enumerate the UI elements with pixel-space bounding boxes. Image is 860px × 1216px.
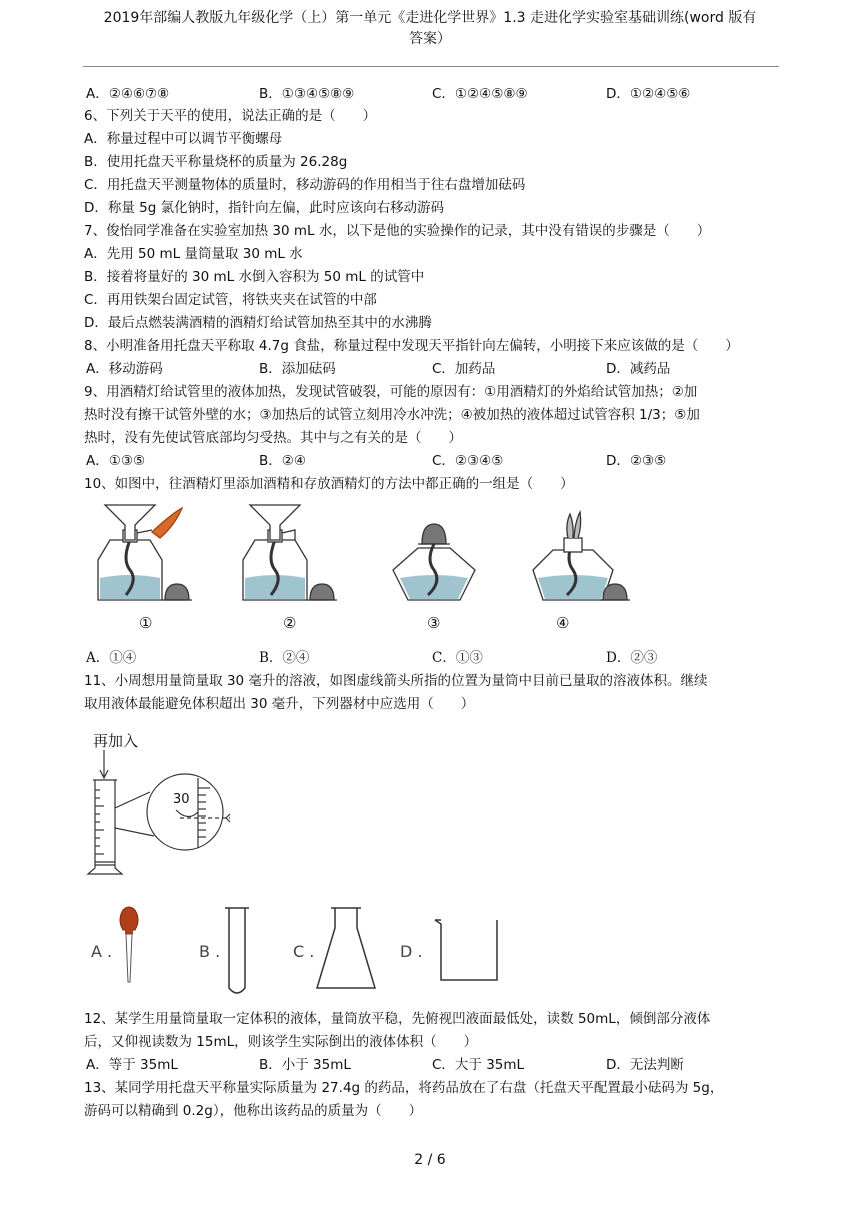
alcohol-lamp-scene-2 <box>243 505 337 600</box>
q7-option-d: D．最后点燃装满酒精的酒精灯给试管加热至其中的水沸腾 <box>84 315 432 331</box>
q10-option-a: A．①④ <box>86 650 137 666</box>
q7-stem: 7、俊怡同学准备在实验室加热 30 mL 水，以下是他的实验操作的记录，其中没有错误的步骤是（ ） <box>84 223 711 239</box>
q9-line1: 9、用酒精灯给试管里的液体加热，发现试管破裂，可能的原因有：①用酒精灯的外焰给试管加热；②加 <box>84 384 698 400</box>
q11-scale-mark-30: 30 <box>173 792 190 807</box>
q8-stem: 8、小明准备用托盘天平称取 4.7g 食盐，称量过程中发现天平指针向左偏转，小明接下来应该做的是（ ） <box>84 338 739 354</box>
q5-option-d: D．①②④⑤⑥ <box>606 86 691 102</box>
alcohol-lamp-scene-1 <box>98 505 192 600</box>
q8-option-b: B．添加砝码 <box>259 361 336 377</box>
q12-line1: 12、某学生用量筒量取一定体积的液体，量筒放平稳，先俯视凹液面最低处，读数 50mL，倾倒部分液体 <box>84 1011 711 1027</box>
q9-option-d: D．②③⑤ <box>606 453 667 469</box>
q6-option-c: C．用托盘天平测量物体的质量时，移动游码的作用相当于往右盘增加砝码 <box>84 177 526 193</box>
q8-option-d: D．减药品 <box>606 361 671 377</box>
q10-option-c: C．①③ <box>432 650 483 666</box>
header-divider <box>83 66 779 67</box>
q12-option-b: B．小于 35mL <box>259 1057 351 1073</box>
q11-option-d: D . <box>400 942 423 961</box>
q13-line1: 13、某同学用托盘天平称量实际质量为 27.4g 的药品，将药品放在了右盘（托盘天平配置最小砝码为 5g， <box>84 1080 724 1096</box>
q9-line2: 热时没有擦干试管外壁的水；③加热后的试管立刻用冷水冲洗；④被加热的液体超过试管容积 1/3；⑤加 <box>84 407 700 423</box>
q9-option-b: B．②④ <box>259 453 306 469</box>
q7-option-a: A．先用 50 mL 量筒量取 30 mL 水 <box>84 246 303 262</box>
q11-line1: 11、小周想用量筒量取 30 毫升的溶液，如图虚线箭头所指的位置为量筒中目前已量取的溶液体积。继续 <box>84 673 708 689</box>
header-title-line2: 答案） <box>409 31 451 47</box>
q10-option-b: B．②④ <box>259 650 310 666</box>
q12-option-d: D．无法判断 <box>606 1057 684 1073</box>
q6-option-a: A．称量过程中可以调节平衡螺母 <box>84 131 283 147</box>
q11-line2: 取用液体最能避免体积超出 30 毫升，下列器材中应选用（ ） <box>84 696 475 712</box>
q11-option-c: C . <box>293 942 315 961</box>
q10-option-d: D．②③ <box>606 650 658 666</box>
alcohol-lamp-scene-4 <box>533 512 630 600</box>
alcohol-lamp-scene-3 <box>393 524 475 600</box>
q13-line2: 游码可以精确到 0.2g），他称出该药品的质量为（ ） <box>84 1103 423 1119</box>
q8-option-a: A．移动游码 <box>86 361 163 377</box>
q10-stem: 10、如图中，往酒精灯里添加酒精和存放酒精灯的方法中都正确的一组是（ ） <box>84 476 574 492</box>
q6-stem: 6、下列关于天平的使用，说法正确的是（ ） <box>84 108 377 124</box>
q12-option-a: A．等于 35mL <box>86 1057 178 1073</box>
q10-figure-label-2: ② <box>283 614 297 632</box>
q11-option-b: B . <box>199 942 221 961</box>
test-tube-icon <box>225 908 249 993</box>
q7-option-c: C．再用铁架台固定试管，将铁夹夹在试管的中部 <box>84 292 377 308</box>
q9-option-a: A．①③⑤ <box>86 453 146 469</box>
q9-option-c: C．②③④⑤ <box>432 453 504 469</box>
q9-line3: 热时，没有先使试管底部均匀受热。其中与之有关的是（ ） <box>84 430 462 446</box>
q12-line2: 后，又仰视读数为 15mL，则该学生实际倒出的液体体积（ ） <box>84 1034 478 1050</box>
q6-option-b: B．使用托盘天平称量烧杯的质量为 26.28g <box>84 154 348 170</box>
q11-caption-add-more: 再加入 <box>93 732 139 750</box>
q10-figure-label-4: ④ <box>556 614 570 632</box>
q8-option-c: C．加药品 <box>432 361 496 377</box>
q10-figure-label-1: ① <box>139 614 153 632</box>
beaker-icon <box>435 920 497 980</box>
dropper-icon <box>120 907 138 982</box>
conical-flask-icon <box>317 908 375 988</box>
q5-option-b: B．①③④⑤⑧⑨ <box>259 86 355 102</box>
q7-option-b: B．接着将量好的 30 mL 水倒入容积为 50 mL 的试管中 <box>84 269 425 285</box>
page-number: 2 / 6 <box>414 1152 446 1168</box>
q10-figure-label-3: ③ <box>427 614 441 632</box>
q6-option-d: D．称量 5g 氯化钠时，指针向左偏，此时应该向右移动游码 <box>84 200 445 216</box>
header-title-line1: 2019年部编人教版九年级化学（上）第一单元《走进化学世界》1.3 走进化学实验室基础训练(word 版有 <box>103 10 757 26</box>
q5-option-a: A．②④⑥⑦⑧ <box>86 86 170 102</box>
q11-option-a: A . <box>91 942 113 961</box>
q11-cylinder-figure <box>80 750 250 880</box>
document-header <box>70 8 790 50</box>
q12-option-c: C．大于 35mL <box>432 1057 525 1073</box>
q5-option-c: C．①②④⑤⑧⑨ <box>432 86 528 102</box>
